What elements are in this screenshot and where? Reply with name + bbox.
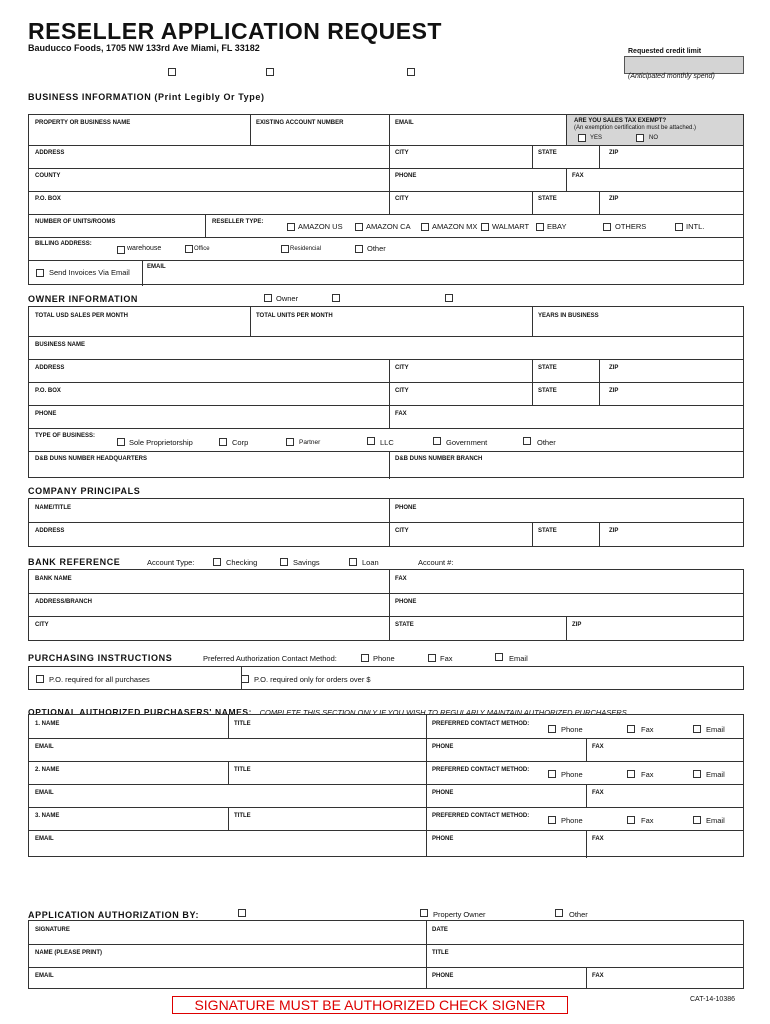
authorization-table	[28, 920, 744, 989]
fax-label: FAX	[572, 173, 584, 179]
phone-label: PHONE	[432, 973, 454, 979]
po-box-label: P.O. BOX	[35, 388, 61, 394]
amazon-us-label: AMAZON US	[298, 222, 343, 231]
email-label: EMAIL	[35, 836, 54, 842]
pref-method-label: PREFERRED CONTACT METHOD:	[432, 767, 530, 773]
fax-option: Fax	[641, 816, 654, 825]
intl-label: INTL.	[686, 222, 705, 231]
business-info-table	[28, 114, 744, 285]
phone-option: Phone	[373, 654, 395, 663]
city-label: CITY	[395, 388, 409, 394]
walmart-label: WALMART	[492, 222, 530, 231]
po-all-checkbox[interactable]	[36, 675, 44, 683]
checking-label: Checking	[226, 558, 258, 567]
checkbox[interactable]	[168, 68, 176, 76]
savings-label: Savings	[293, 558, 320, 567]
state-label: STATE	[538, 528, 557, 534]
credit-limit-input[interactable]	[624, 56, 744, 74]
credit-limit-label: Requested credit limit	[628, 48, 702, 55]
fax-label: FAX	[592, 836, 604, 842]
intl-checkbox[interactable]	[675, 223, 683, 231]
fax-checkbox[interactable]	[428, 654, 436, 662]
checking-checkbox[interactable]	[213, 558, 221, 566]
checkbox[interactable]	[266, 68, 274, 76]
tax-no-label: NO	[649, 135, 658, 141]
address-label: ADDRESS	[35, 528, 65, 534]
send-invoices-label: Send Invoices Via Email	[49, 268, 130, 277]
phone-label: PHONE	[35, 411, 57, 417]
zip-label: ZIP	[609, 528, 619, 534]
phone-label: PHONE	[432, 836, 454, 842]
other-auth-label: Other	[569, 910, 588, 919]
address-label: ADDRESS	[35, 365, 65, 371]
form-code: CAT-14-10386	[690, 996, 736, 1003]
principals-heading: COMPANY PRINCIPALS	[28, 486, 141, 496]
purchaser-3-fax-checkbox[interactable]	[627, 816, 635, 824]
amazon-ca-label: AMAZON CA	[366, 222, 411, 231]
phone-checkbox[interactable]	[361, 654, 369, 662]
amazon-ca-checkbox[interactable]	[355, 223, 363, 231]
duns-branch-label: D&B DUNS NUMBER BRANCH	[395, 456, 483, 462]
title-label: TITLE	[234, 721, 251, 727]
name-print-label: NAME (PLEASE PRINT)	[35, 950, 103, 956]
email-option: Email	[706, 816, 725, 825]
state-label: STATE	[538, 388, 557, 394]
send-invoices-checkbox[interactable]	[36, 269, 44, 277]
total-units-label: TOTAL UNITS PER MONTH	[256, 313, 333, 319]
amazon-us-checkbox[interactable]	[287, 223, 295, 231]
title-label: TITLE	[234, 767, 251, 773]
po-box-label: P.O. BOX	[35, 196, 61, 202]
loan-label: Loan	[362, 558, 379, 567]
tax-yes-checkbox[interactable]	[578, 134, 586, 142]
email-label: EMAIL	[35, 790, 54, 796]
loan-checkbox[interactable]	[349, 558, 357, 566]
partner-checkbox[interactable]	[286, 438, 294, 446]
email-label: EMAIL	[395, 120, 414, 126]
phone-label: PHONE	[432, 744, 454, 750]
city-label: CITY	[395, 150, 409, 156]
checkbox[interactable]	[445, 294, 453, 302]
address-branch-label: ADDRESS/BRANCH	[35, 599, 93, 605]
purchaser-1-fax-checkbox[interactable]	[627, 725, 635, 733]
duns-hq-label: D&B DUNS NUMBER HEADQUARTERS	[35, 456, 148, 462]
units-rooms-label: NUMBER OF UNITS/ROOMS	[35, 219, 116, 225]
phone-label: PHONE	[395, 173, 417, 179]
account-number-label: Account #:	[418, 558, 454, 567]
phone-label: PHONE	[395, 505, 417, 511]
walmart-checkbox[interactable]	[481, 223, 489, 231]
purchaser-2-fax-checkbox[interactable]	[627, 770, 635, 778]
fax-label: FAX	[592, 744, 604, 750]
email-option: Email	[706, 770, 725, 779]
po-over-label: P.O. required only for orders over $	[254, 675, 371, 684]
title-label: TITLE	[234, 813, 251, 819]
po-table	[28, 666, 744, 690]
city-label: CITY	[35, 622, 49, 628]
signature-warning: SIGNATURE MUST BE AUTHORIZED CHECK SIGNER	[172, 996, 568, 1014]
zip-label: ZIP	[609, 196, 619, 202]
zip-label: ZIP	[609, 150, 619, 156]
po-all-label: P.O. required for all purchases	[49, 675, 150, 684]
partner-label: Partner	[299, 439, 321, 446]
years-label: YEARS IN BUSINESS	[538, 313, 599, 319]
state-label: STATE	[538, 196, 557, 202]
bank-name-label: BANK NAME	[35, 576, 72, 582]
email-option: Email	[706, 725, 725, 734]
pref-method-label: PREFERRED CONTACT METHOD:	[432, 813, 530, 819]
purchaser-2-email-checkbox[interactable]	[693, 770, 701, 778]
purchaser-2-name-label: 2. NAME	[35, 767, 60, 773]
other-billing-checkbox[interactable]	[355, 245, 363, 253]
fax-option: Fax	[641, 725, 654, 734]
others-checkbox[interactable]	[603, 223, 611, 231]
state-label: STATE	[395, 622, 414, 628]
government-label: Government	[446, 438, 488, 447]
state-label: STATE	[538, 365, 557, 371]
account-type-label: Account Type:	[147, 558, 195, 567]
property-name-label: PROPERTY OR BUSINESS NAME	[35, 120, 131, 126]
date-label: DATE	[432, 927, 448, 933]
warehouse-label: warehouse	[127, 245, 162, 252]
tax-exempt-note: (An exemption certification must be attached.)	[574, 125, 697, 131]
other-billing-label: Other	[367, 244, 386, 253]
purchaser-3-phone-checkbox[interactable]	[548, 816, 556, 824]
llc-checkbox[interactable]	[367, 437, 375, 445]
bank-heading: BANK REFERENCE	[28, 557, 121, 567]
purchaser-1-phone-checkbox[interactable]	[548, 725, 556, 733]
fax-option: Fax	[641, 770, 654, 779]
amazon-mx-label: AMAZON MX	[432, 222, 478, 231]
existing-account-label: EXISTING ACCOUNT NUMBER	[256, 120, 344, 126]
property-owner-checkbox[interactable]	[420, 909, 428, 917]
other-auth-checkbox[interactable]	[555, 909, 563, 917]
billing-address-label: BILLING ADDRESS:	[35, 241, 92, 247]
signature-label: SIGNATURE	[35, 927, 70, 933]
email-label: EMAIL	[35, 744, 54, 750]
phone-option: Phone	[561, 816, 583, 825]
credit-limit-note: (Anticipated monthly spend)	[628, 73, 715, 80]
phone-label: PHONE	[395, 599, 417, 605]
corp-label: Corp	[232, 438, 249, 447]
state-label: STATE	[538, 150, 557, 156]
ebay-label: EBAY	[547, 222, 567, 231]
office-label: Office	[194, 246, 210, 252]
corp-checkbox[interactable]	[219, 438, 227, 446]
property-owner-label: Property Owner	[433, 910, 486, 919]
business-name-label: BUSINESS NAME	[35, 342, 86, 348]
tax-yes-label: YES	[590, 135, 603, 141]
office-checkbox[interactable]	[185, 245, 193, 253]
sole-label: Sole Proprietorship	[129, 438, 193, 447]
purchaser-3-name-label: 3. NAME	[35, 813, 60, 819]
business-info-heading: BUSINESS INFORMATION (Print Legibly Or Type)	[28, 92, 265, 102]
business-type-label: TYPE OF BUSINESS:	[35, 433, 96, 439]
principals-table	[28, 498, 744, 547]
purchaser-1-name-label: 1. NAME	[35, 721, 60, 727]
fax-option: Fax	[440, 654, 453, 663]
sole-checkbox[interactable]	[117, 438, 125, 446]
ebay-checkbox[interactable]	[536, 223, 544, 231]
tax-exempt-label: ARE YOU SALES TAX EXEMPT?	[574, 118, 667, 124]
title-label: TITLE	[432, 950, 449, 956]
name-title-label: NAME/TITLE	[35, 505, 71, 511]
amazon-mx-checkbox[interactable]	[421, 223, 429, 231]
warehouse-checkbox[interactable]	[117, 246, 125, 254]
email-label: EMAIL	[35, 973, 54, 979]
authorization-heading: APPLICATION AUTHORIZATION BY:	[28, 910, 200, 920]
checkbox[interactable]	[332, 294, 340, 302]
city-label: CITY	[395, 196, 409, 202]
other-business-label: Other	[537, 438, 556, 447]
pref-method-label: PREFERRED CONTACT METHOD:	[432, 721, 530, 727]
city-label: CITY	[395, 528, 409, 534]
phone-option: Phone	[561, 770, 583, 779]
reseller-type-label: RESELLER TYPE:	[212, 219, 264, 225]
owner-label: Owner	[276, 294, 299, 303]
government-checkbox[interactable]	[433, 437, 441, 445]
county-label: COUNTY	[35, 173, 61, 179]
bank-table	[28, 569, 744, 641]
fax-label: FAX	[395, 576, 407, 582]
company-address: Bauducco Foods, 1705 NW 133rd Ave Miami, FL 33182	[28, 43, 260, 53]
owner-info-table	[28, 306, 744, 478]
other-business-checkbox[interactable]	[523, 437, 531, 445]
email-checkbox[interactable]	[495, 653, 503, 661]
purchasers-heading: OPTIONAL AUTHORIZED PURCHASERS' NAMES:	[28, 707, 253, 717]
purchaser-2-phone-checkbox[interactable]	[548, 770, 556, 778]
residencial-label: Residencial	[290, 246, 322, 252]
fax-label: FAX	[592, 790, 604, 796]
total-sales-label: TOTAL USD SALES PER MONTH	[35, 313, 129, 319]
po-over-checkbox[interactable]	[241, 675, 249, 683]
residencial-checkbox[interactable]	[281, 245, 289, 253]
purchasing-heading: PURCHASING INSTRUCTIONS	[28, 653, 173, 663]
pref-contact-label: Preferred Authorization Contact Method:	[203, 654, 337, 663]
form-title: RESELLER APPLICATION REQUEST	[28, 18, 442, 44]
purchaser-3-email-checkbox[interactable]	[693, 816, 701, 824]
tax-no-checkbox[interactable]	[636, 134, 644, 142]
zip-label: ZIP	[609, 365, 619, 371]
savings-checkbox[interactable]	[280, 558, 288, 566]
purchasers-note: COMPLETE THIS SECTION ONLY IF YOU WISH TO REGULARLY MAINTAIN AUTHORIZED PURCHASERS.	[259, 708, 629, 717]
owner-checkbox[interactable]	[264, 294, 272, 302]
purchaser-1-email-checkbox[interactable]	[693, 725, 701, 733]
email-option: Email	[509, 654, 528, 663]
phone-option: Phone	[561, 725, 583, 734]
llc-label: LLC	[380, 438, 394, 447]
checkbox[interactable]	[407, 68, 415, 76]
owner-info-heading: OWNER INFORMATION	[28, 294, 139, 304]
others-label: OTHERS	[615, 222, 647, 231]
fax-label: FAX	[592, 973, 604, 979]
purchasers-table	[28, 714, 744, 857]
address-label: ADDRESS	[35, 150, 65, 156]
zip-label: ZIP	[609, 388, 619, 394]
zip-label: ZIP	[572, 622, 582, 628]
billing-email-label: EMAIL	[147, 264, 166, 270]
fax-label: FAX	[395, 411, 407, 417]
authorization-checkbox[interactable]	[238, 909, 246, 917]
phone-label: PHONE	[432, 790, 454, 796]
city-label: CITY	[395, 365, 409, 371]
